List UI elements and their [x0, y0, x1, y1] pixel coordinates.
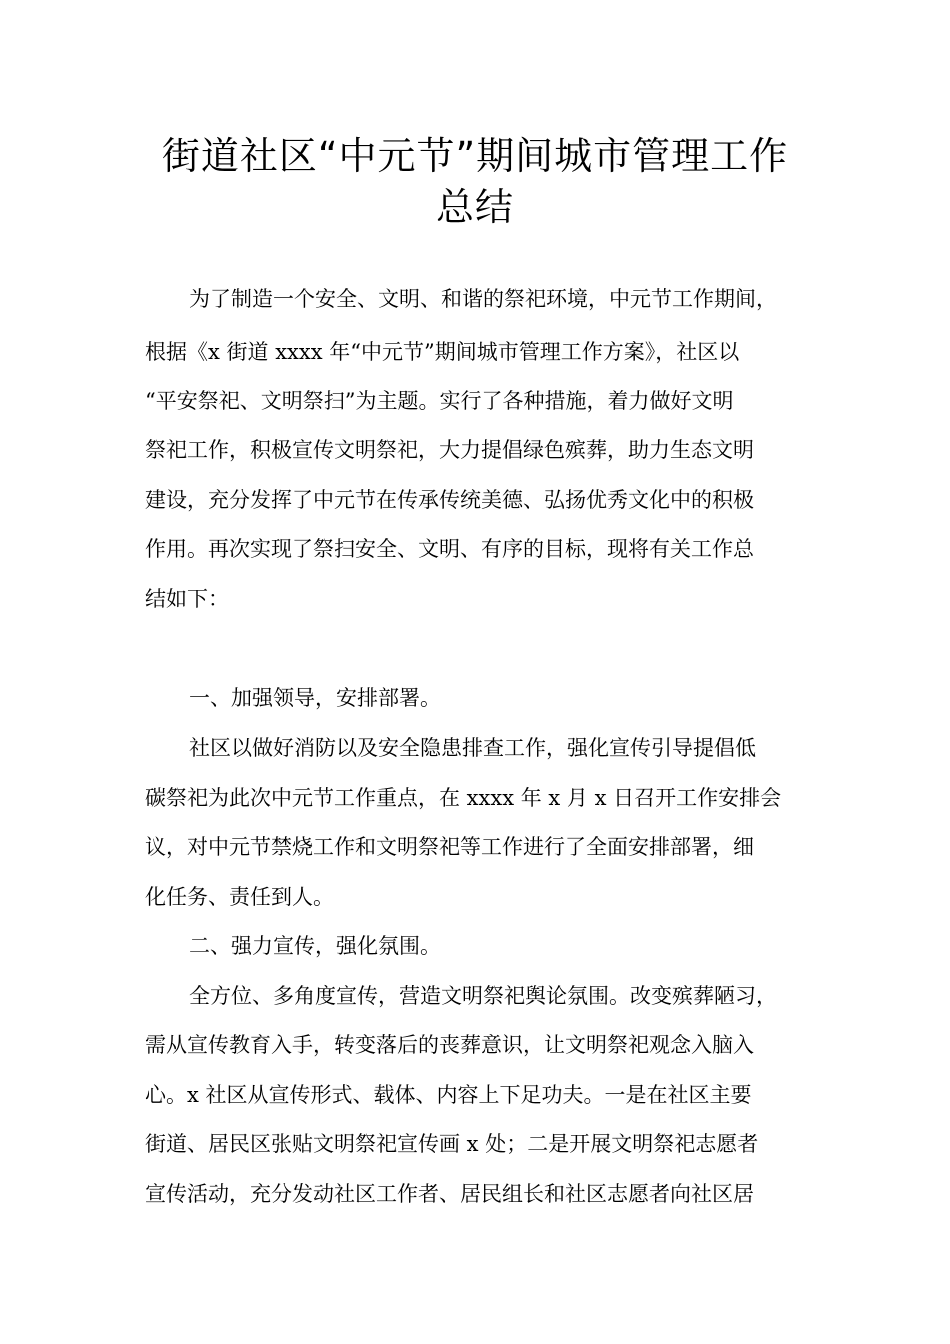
- text-line: 碳祭祀为此次中元节工作重点，在 xxxx 年 x 月 x 日召开工作安排会: [145, 786, 782, 810]
- text-line: 全方位、多角度宣传，营造文明祭祀舆论氛围。改变殡葬陋习，: [189, 984, 777, 1008]
- text-line: 心。x 社区从宣传形式、载体、内容上下足功夫。一是在社区主要: [145, 1083, 752, 1107]
- text-line: 结如下：: [145, 587, 229, 611]
- text-line: 街道、居民区张贴文明祭祀宣传画 x 处；二是开展文明祭祀志愿者: [145, 1132, 759, 1156]
- text-line: “平安祭祀、文明祭扫”为主题。实行了各种措施，着力做好文明: [145, 389, 734, 413]
- text-line: 化任务、责任到人。: [145, 885, 334, 909]
- text-line: 根据《x 街道 xxxx 年“中元节”期间城市管理工作方案》，社区以: [145, 340, 740, 364]
- text-line: 祭祀工作，积极宣传文明祭祀，大力提倡绿色殡葬，助力生态文明: [145, 438, 754, 462]
- text-line: 建设，充分发挥了中元节在传承传统美德、弘扬优秀文化中的积极: [145, 488, 754, 512]
- text-line: 社区以做好消防以及安全隐患排查工作，强化宣传引导提倡低: [189, 736, 756, 760]
- section-heading-1: 一、加强领导，安排部署。: [189, 686, 441, 710]
- text-line: 宣传活动，充分发动社区工作者、居民组长和社区志愿者向社区居: [145, 1182, 754, 1206]
- text-line: 议，对中元节禁烧工作和文明祭祀等工作进行了全面安排部署，细: [145, 835, 754, 859]
- section-heading-2: 二、强力宣传，强化氛围。: [189, 934, 441, 958]
- document-title-line-1: 街道社区“中元节”期间城市管理工作: [161, 134, 789, 178]
- text-line: 作用。再次实现了祭扫安全、文明、有序的目标，现将有关工作总: [145, 537, 754, 561]
- text-line: 需从宣传教育入手，转变落后的丧葬意识，让文明祭祀观念入脑入: [145, 1033, 754, 1057]
- text-line: 为了制造一个安全、文明、和谐的祭祀环境，中元节工作期间，: [189, 287, 777, 311]
- document-title-line-2: 总结: [435, 185, 514, 229]
